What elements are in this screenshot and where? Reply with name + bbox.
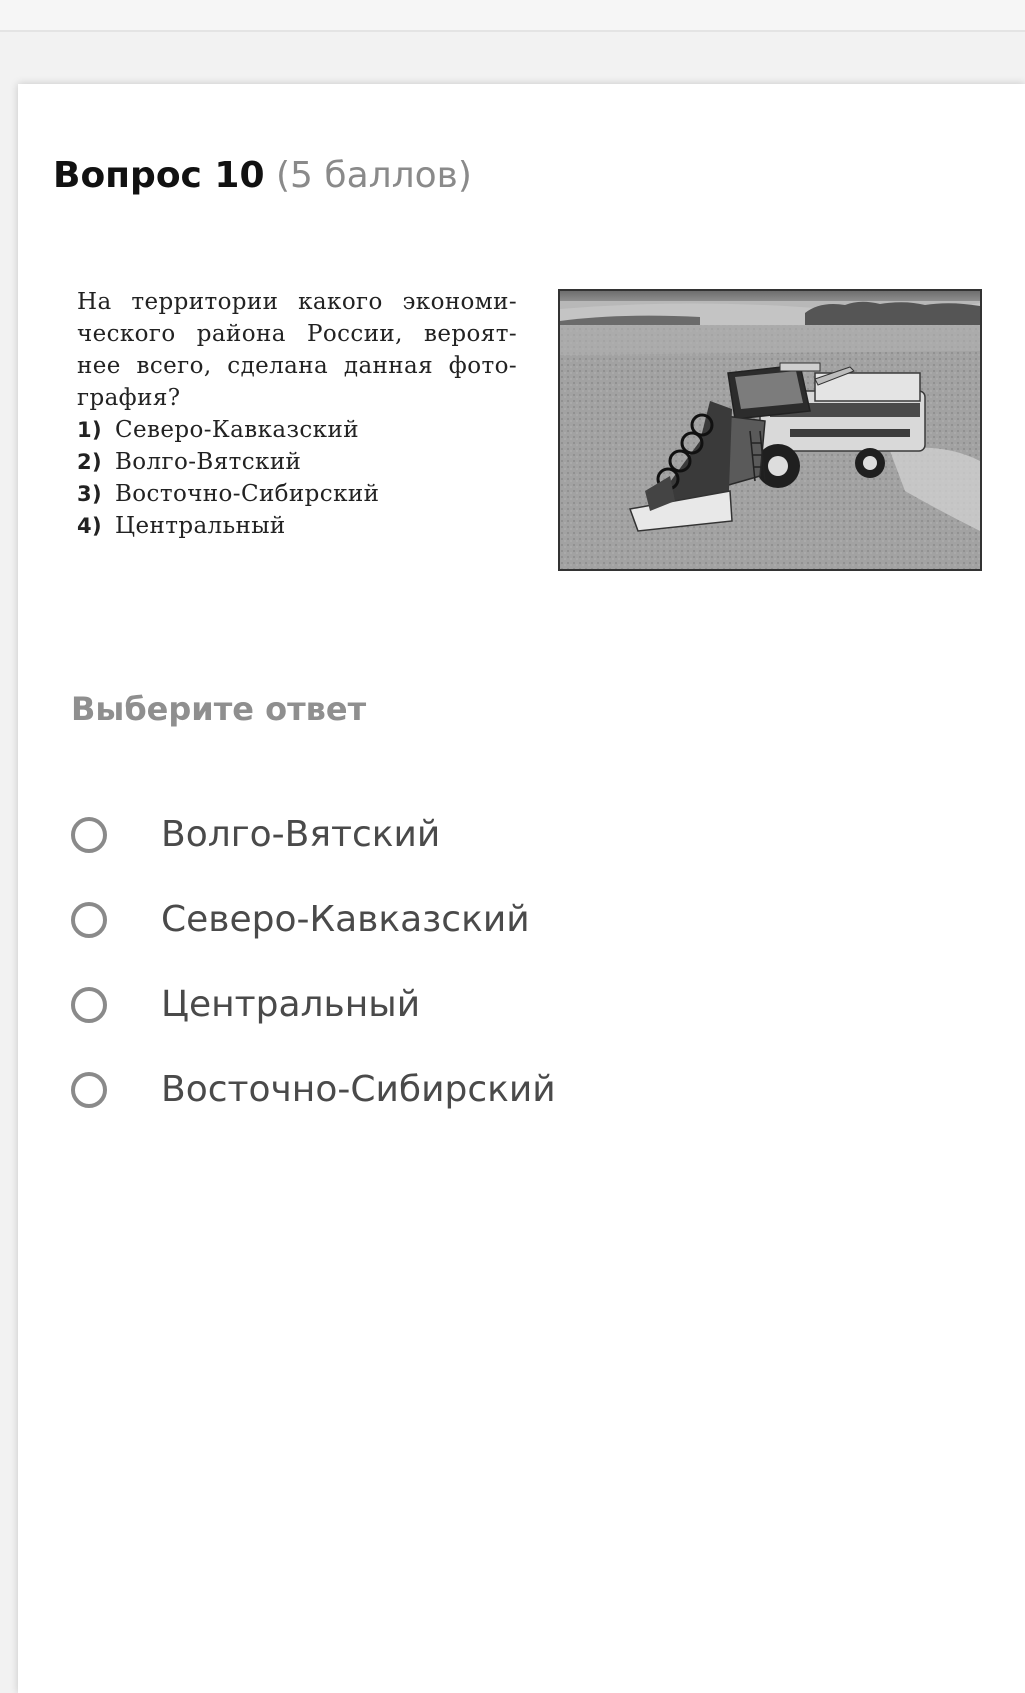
image-choice — [77, 414, 517, 446]
answer-option[interactable] — [71, 962, 971, 1047]
answer-option[interactable] — [71, 1047, 971, 1132]
answer-option-label[interactable]: Северо-Кавказский — [161, 899, 530, 940]
question-image — [58, 280, 988, 580]
question-text-line: ческого района России, вероят- — [77, 321, 517, 347]
combine-harvester-photo — [558, 289, 982, 571]
image-choice — [77, 446, 517, 478]
image-choice-label: Волго-Вятский — [115, 449, 302, 475]
image-choice-number: 4) — [77, 514, 103, 538]
radio-button[interactable] — [71, 902, 107, 938]
question-text-line: нее всего, сделана данная фото- — [77, 353, 517, 379]
answer-options — [71, 792, 971, 1132]
answer-option-label[interactable]: Центральный — [161, 984, 421, 1025]
question-header — [53, 150, 472, 202]
answer-option[interactable] — [71, 877, 971, 962]
question-text-line: На территории какого экономи- — [77, 289, 517, 315]
radio-button[interactable] — [71, 987, 107, 1023]
image-choice-number: 1) — [77, 418, 103, 442]
answer-option-label[interactable]: Восточно-Сибирский — [161, 1069, 556, 1110]
image-choice — [77, 478, 517, 510]
image-choice-label: Северо-Кавказский — [115, 417, 359, 443]
answer-option-label[interactable]: Волго-Вятский — [161, 814, 441, 855]
top-bar — [0, 0, 1025, 32]
question-text — [77, 286, 517, 542]
image-choice-label: Центральный — [115, 513, 286, 539]
question-points: (5 баллов) — [275, 155, 472, 196]
answer-option[interactable] — [71, 792, 971, 877]
radio-button[interactable] — [71, 817, 107, 853]
image-choice-number: 3) — [77, 482, 103, 506]
image-choice — [77, 510, 517, 542]
image-choice-number: 2) — [77, 450, 103, 474]
radio-button[interactable] — [71, 1072, 107, 1108]
question-text-line: графия? — [77, 385, 181, 411]
image-choice-label: Восточно-Сибирский — [115, 481, 380, 507]
answer-prompt: Выберите ответ — [71, 690, 367, 728]
question-title: Вопрос 10 — [53, 155, 265, 196]
